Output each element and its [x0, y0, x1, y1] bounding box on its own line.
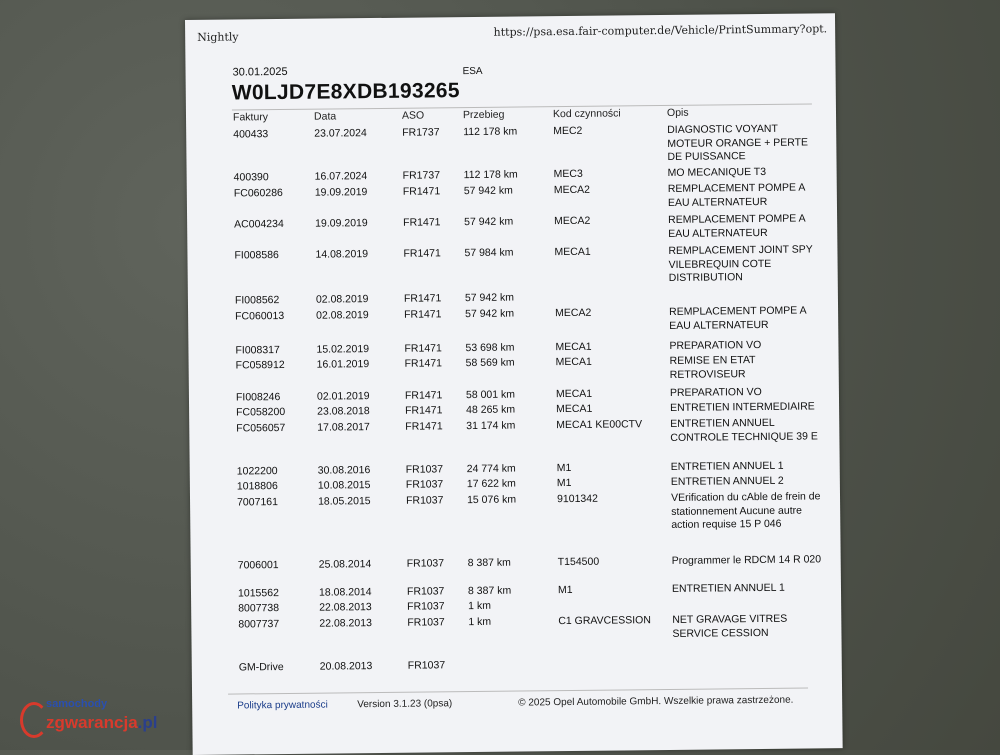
cell-kod — [555, 290, 650, 291]
cell-przebieg: 8 387 km — [467, 556, 511, 570]
cell-aso: FR1471 — [404, 389, 443, 402]
watermark-bottom-text: zgwarancja.pl — [46, 713, 158, 732]
cell-data: 15.02.2019 — [316, 343, 370, 356]
watermark-logo — [18, 698, 178, 742]
cell-faktura: FI008317 — [235, 344, 280, 357]
cell-data: 18.05.2015 — [317, 495, 371, 508]
cell-kod: M1 — [557, 583, 573, 597]
cell-faktura: 400433 — [233, 128, 269, 141]
cell-faktura: 8007737 — [238, 618, 280, 631]
cell-aso: FR1737 — [402, 169, 441, 182]
cell-aso: FR1471 — [403, 216, 441, 229]
cell-aso: FR1037 — [406, 585, 445, 598]
cell-kod: 9101342 — [556, 492, 598, 506]
cell-data: 19.09.2019 — [314, 186, 368, 199]
cell-aso: FR1471 — [404, 308, 442, 321]
cell-faktura: FI008246 — [235, 391, 281, 404]
cell-data: 22.08.2013 — [319, 601, 372, 614]
cell-przebieg: 58 001 km — [465, 388, 516, 402]
cell-kod — [558, 598, 653, 599]
cell-aso: FR1471 — [405, 420, 443, 433]
cell-data: 02.08.2019 — [315, 293, 369, 306]
cell-kod: M1 — [556, 461, 572, 475]
cell-przebieg: 57 942 km — [464, 291, 515, 305]
cell-aso: FR1471 — [402, 185, 441, 198]
cell-przebieg: 15 076 km — [466, 493, 517, 507]
cell-aso: FR1471 — [403, 292, 442, 305]
cell-aso: FR1471 — [404, 357, 443, 370]
cell-przebieg: 31 174 km — [466, 419, 516, 433]
cell-opis: REMPLACEMENT JOINT SPY VILEBREQUIN COTE DISTRIBUTION — [668, 243, 813, 284]
cell-faktura: AC004234 — [234, 217, 284, 231]
cell-faktura: 1015562 — [237, 587, 279, 600]
cell-faktura: FC056057 — [236, 421, 286, 435]
cell-data: 18.08.2014 — [318, 586, 372, 599]
column-header-przebieg: Przebieg — [462, 108, 505, 122]
version-text: Version 3.1.23 (0psa) — [357, 698, 453, 711]
footer-divider — [228, 688, 808, 695]
cell-kod — [559, 657, 654, 658]
cell-data: 30.08.2016 — [317, 464, 371, 477]
cell-data: 20.08.2013 — [319, 660, 373, 673]
cell-data: 10.08.2015 — [317, 479, 371, 492]
cell-przebieg: 24 774 km — [466, 462, 516, 476]
copyright-text: © 2025 Opel Automobile GmbH. Wszelkie prawa zastrzeżone. — [518, 694, 794, 709]
cell-przebieg: 53 698 km — [465, 341, 515, 355]
cell-opis: REMPLACEMENT POMPE A EAU ALTERNATEUR — [669, 304, 807, 332]
watermark-top-text: samochody — [46, 698, 108, 710]
cell-przebieg: 17 622 km — [466, 477, 516, 491]
cell-opis — [669, 288, 819, 290]
cell-przebieg: 48 265 km — [466, 403, 516, 417]
cell-faktura: FI008586 — [234, 249, 279, 262]
cell-aso: FR1037 — [407, 600, 445, 613]
cell-opis — [673, 655, 823, 657]
cell-data: 16.07.2024 — [314, 170, 368, 183]
column-header-opis: Opis — [666, 106, 689, 119]
cell-opis: ENTRETIEN ANNUEL 1 — [670, 459, 784, 473]
cell-kod: MECA1 KE00CTV — [556, 418, 643, 432]
cell-kod: MECA1 — [555, 340, 592, 354]
cell-aso: FR1037 — [406, 557, 445, 570]
cell-przebieg: 57 942 km — [465, 307, 515, 321]
cell-faktura: 7007161 — [236, 496, 279, 509]
cell-kod: T154500 — [557, 555, 600, 569]
printed-document — [185, 13, 843, 755]
cell-faktura: GM-Drive — [238, 661, 284, 674]
cell-aso: FR1037 — [407, 616, 445, 629]
cell-kod: MECA2 — [554, 214, 591, 228]
cell-faktura: FC060286 — [233, 186, 283, 200]
cell-data: 16.01.2019 — [316, 358, 370, 371]
cell-opis: Programmer le RDCM 14 R 020 — [671, 553, 822, 567]
cell-przebieg: 58 569 km — [465, 356, 515, 370]
cell-data: 23.08.2018 — [317, 405, 370, 418]
cell-kod: MECA1 — [555, 387, 593, 401]
cell-opis: REMPLACEMENT POMPE A EAU ALTERNATEUR — [668, 212, 806, 240]
cell-przebieg: 57 942 km — [464, 215, 514, 229]
cell-opis — [672, 596, 822, 598]
cell-faktura: 7006001 — [237, 559, 279, 572]
cell-data: 22.08.2013 — [319, 617, 372, 630]
print-header-url: https://psa.esa.fair-computer.de/Vehicle/PrintSummary?opt. — [493, 22, 828, 39]
cell-opis: PREPARATION VO — [669, 338, 762, 352]
cell-opis: ENTRETIEN ANNUEL 1 — [671, 581, 785, 595]
cell-aso: FR1737 — [402, 126, 440, 139]
column-header-kod: Kod czynności — [552, 107, 621, 121]
cell-kod: M1 — [556, 476, 572, 490]
cell-aso: FR1037 — [405, 494, 444, 507]
cell-kod: MEC3 — [553, 167, 583, 181]
cell-kod: C1 GRAVCESSION — [558, 614, 651, 628]
cell-aso: FR1471 — [403, 247, 441, 260]
cell-faktura: 1022200 — [236, 465, 278, 478]
cell-opis: ENTRETIEN INTERMEDIAIRE — [670, 400, 815, 414]
document-date: 30.01.2025 — [232, 65, 288, 79]
cell-przebieg: 112 178 km — [463, 125, 518, 139]
cell-aso: FR1471 — [404, 342, 442, 355]
cell-data: 14.08.2019 — [315, 248, 369, 261]
cell-data: 02.08.2019 — [316, 309, 369, 322]
print-header-title: Nightly — [197, 30, 239, 44]
cell-faktura: 8007738 — [238, 602, 280, 615]
cell-opis: NET GRAVAGE VITRES SERVICE CESSION — [672, 612, 788, 640]
cell-kod: MECA1 — [554, 245, 591, 259]
cell-przebieg: 1 km — [468, 615, 492, 629]
cell-data: 17.08.2017 — [317, 421, 370, 434]
cell-opis: ENTRETIEN ANNUEL CONTROLE TECHNIQUE 39 E — [670, 416, 818, 444]
cell-data: 19.09.2019 — [315, 217, 368, 230]
column-header-data: Data — [313, 110, 337, 123]
cell-data: 02.01.2019 — [316, 390, 370, 403]
cell-kod: MECA1 — [556, 402, 593, 416]
column-header-faktury: Faktury — [232, 111, 269, 124]
cell-opis: VErification du cAble de frein de stationnement Aucune autre action requise 15 P 046 — [670, 490, 821, 531]
cell-opis: PREPARATION VO — [669, 385, 762, 399]
cell-aso: FR1037 — [405, 478, 444, 491]
document-system-label: ESA — [462, 65, 483, 78]
privacy-link[interactable]: Polityka prywatności — [237, 699, 328, 712]
cell-faktura: 1018806 — [236, 480, 278, 493]
cell-data: 25.08.2014 — [318, 558, 372, 571]
cell-opis: REMPLACEMENT POMPE A EAU ALTERNATEUR — [667, 181, 805, 209]
cell-opis: REMISE EN ETAT RETROVISEUR — [669, 354, 756, 381]
cell-przebieg: 112 178 km — [463, 168, 518, 182]
cell-aso: FR1471 — [405, 404, 443, 417]
cell-opis: ENTRETIEN ANNUEL 2 — [670, 474, 784, 488]
cell-przebieg: 57 984 km — [464, 246, 514, 260]
cell-przebieg: 1 km — [468, 599, 491, 613]
cell-opis: DIAGNOSTIC VOYANT MOTEUR ORANGE + PERTE DE PUISSANCE — [667, 122, 809, 163]
cell-przebieg: 57 942 km — [463, 184, 513, 198]
cell-kod: MECA1 — [555, 355, 592, 369]
cell-aso: FR1037 — [405, 463, 444, 476]
cell-kod: MECA2 — [555, 306, 592, 320]
cell-kod: MEC2 — [553, 124, 583, 138]
column-header-aso: ASO — [401, 109, 425, 122]
cell-faktura: FC058200 — [236, 405, 286, 419]
cell-faktura: FC060013 — [235, 309, 285, 323]
cell-kod: MECA2 — [553, 183, 591, 197]
cell-aso: FR1037 — [407, 659, 446, 672]
cell-data: 23.07.2024 — [314, 127, 367, 140]
cell-faktura: FC058912 — [235, 358, 285, 372]
cell-faktura: 400390 — [233, 171, 269, 184]
watermark-circle-icon — [20, 702, 48, 738]
vin-number: W0LJD7E8XDB193265 — [231, 79, 460, 105]
cell-przebieg: 8 387 km — [467, 584, 512, 598]
cell-opis: MO MECANIQUE T3 — [667, 165, 767, 179]
cell-faktura: FI008562 — [234, 294, 280, 307]
